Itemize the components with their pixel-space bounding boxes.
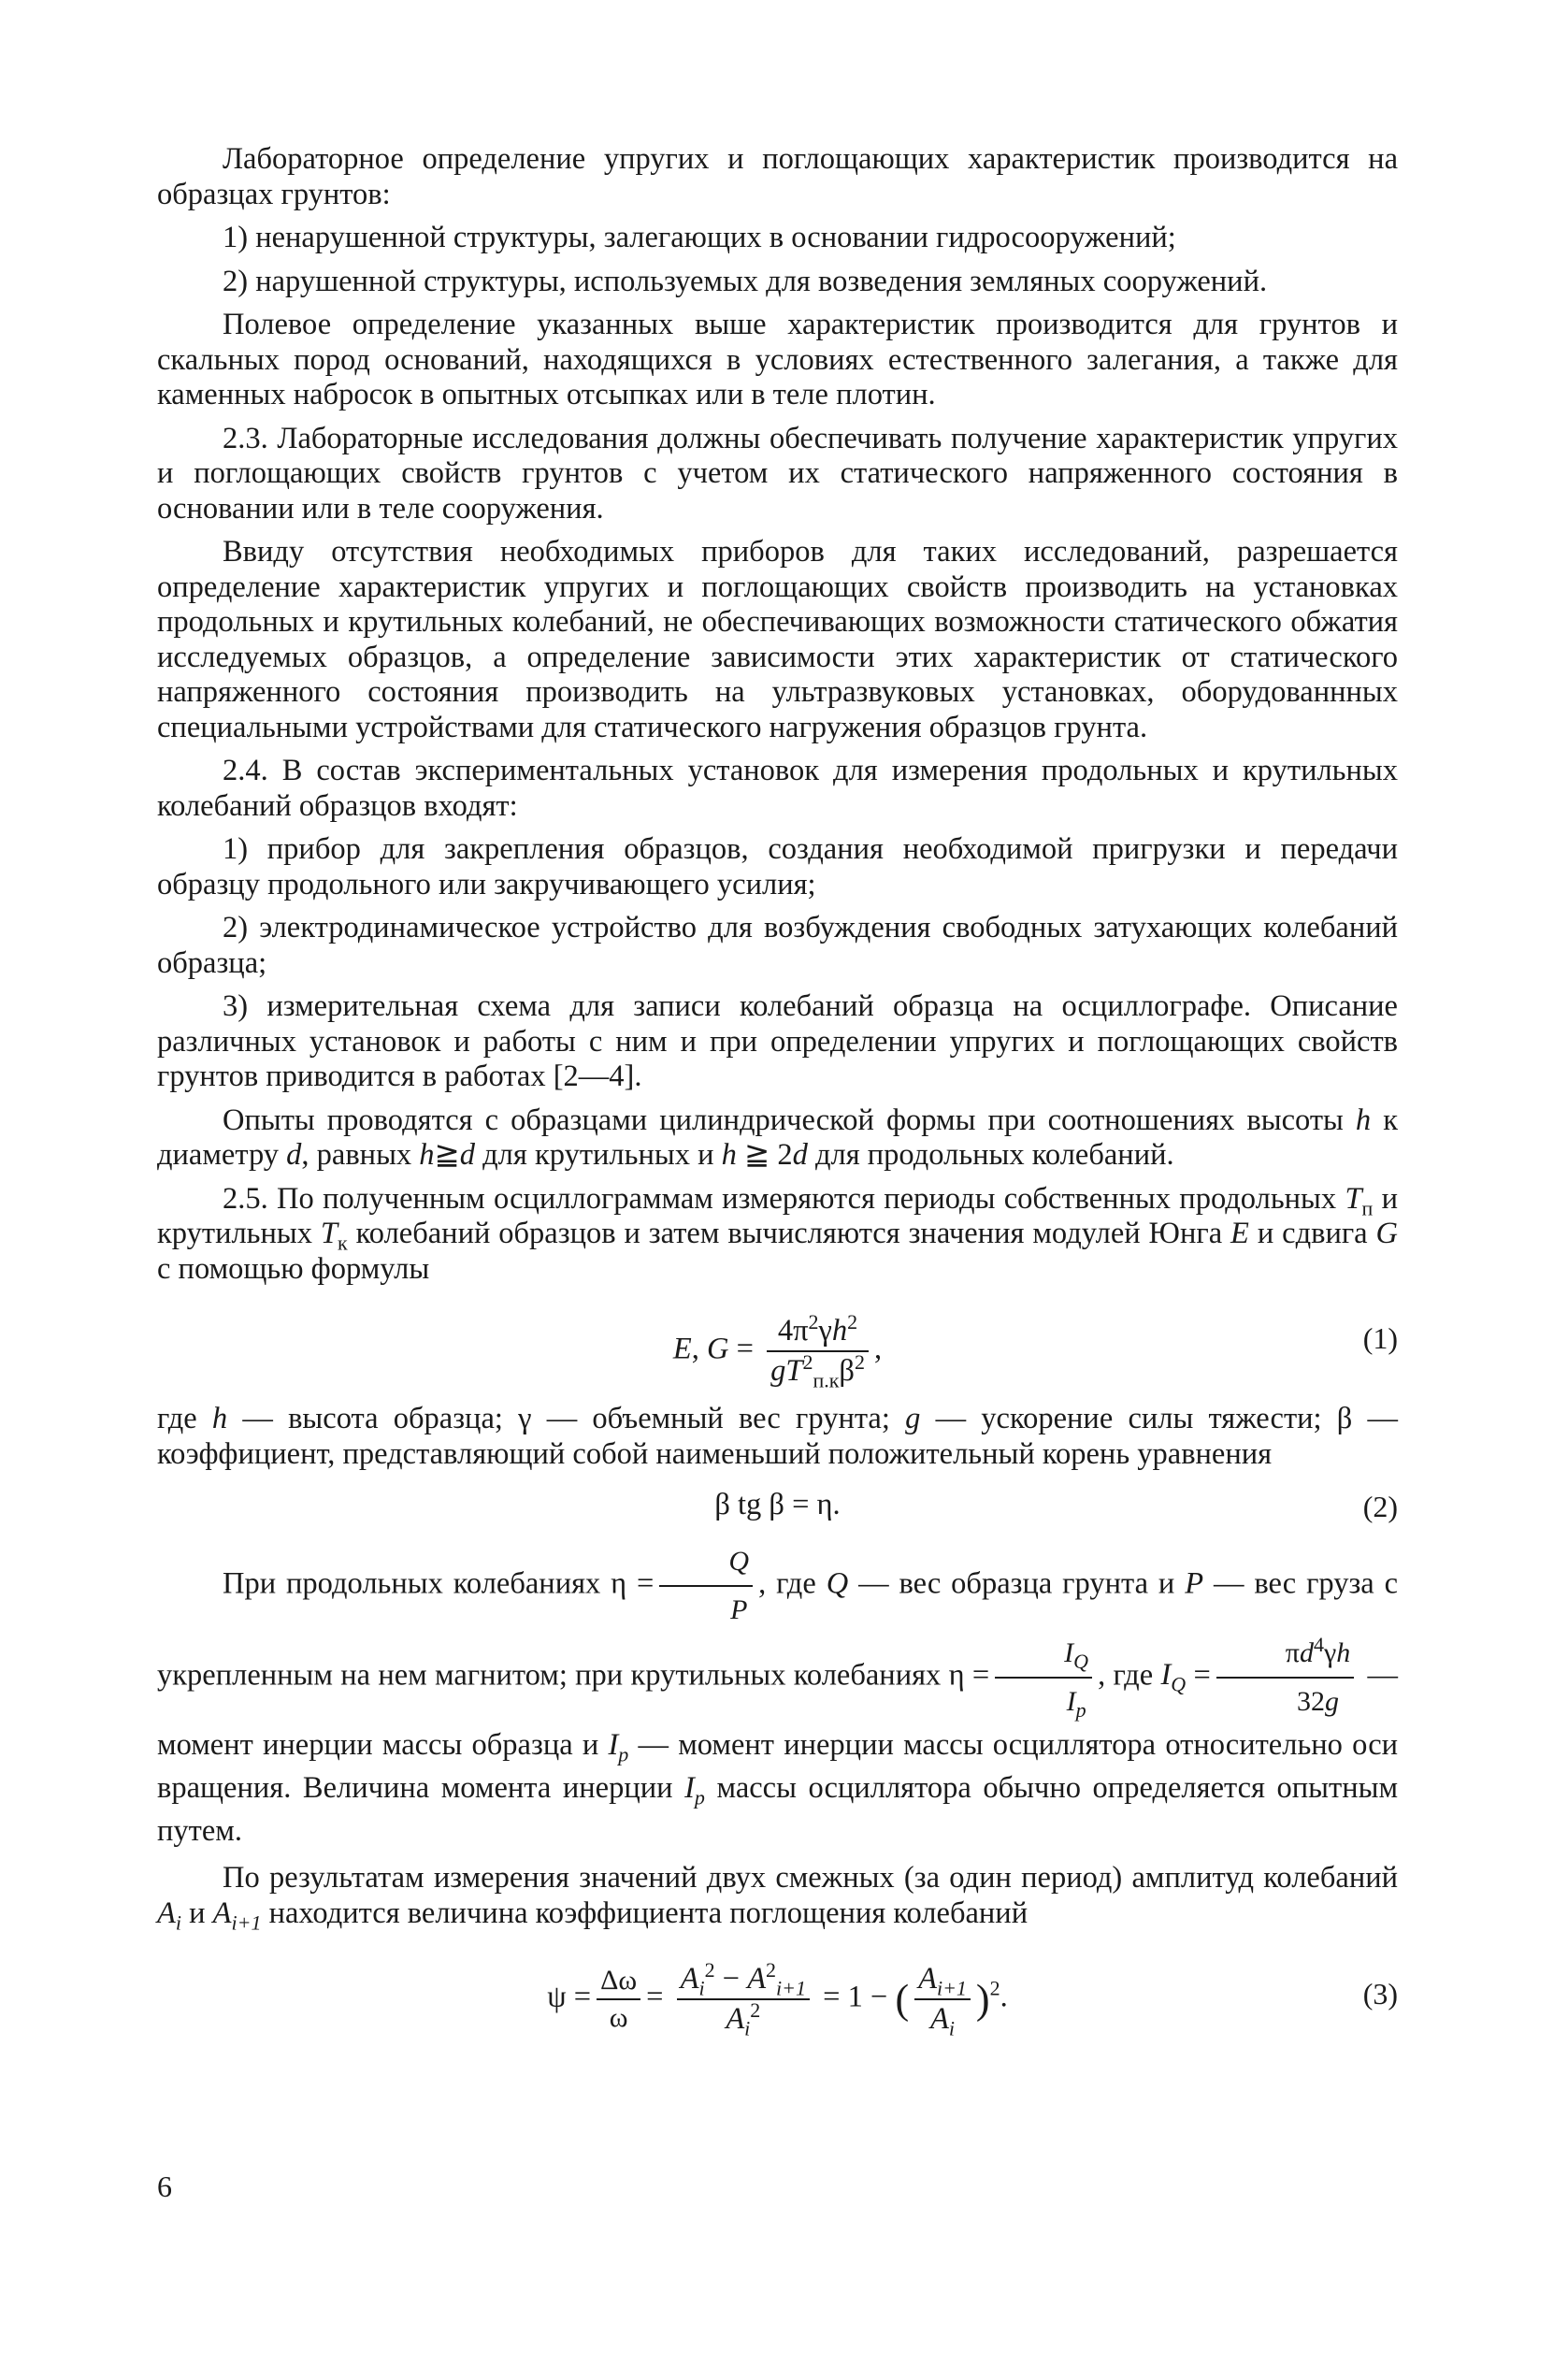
- paragraph-eta: При продольных колебаниях η = $\frac{Q}{P}$ , где Q — вес образца грунта и P — вес груза с укрепленным на нем магнитом; при крутильных колебаниях η = $\frac{I_Q}{I_p}$ , где $I_Q$ = $\frac{\pi d^4\gamma h}{32g}$ — момент инерции массы образца и $I_p$ — момент инерции массы осциллятора относительно оси вращения. Величина момента инерции $I_p$ массы осциллятора обычно определяется опытным путем.: [157, 1540, 1398, 1852]
- list-item-2: 2) нарушенной структуры, используемых для возведения земляных сооружений.: [223, 264, 1268, 298]
- equation-3: ψ = $\frac{\Delta\omega}{\omega}$ = $\frac{A_i^2 - A^2_{i+1}}{A_i^2}$ = 1 − ( $\frac{A_{i+1}}{A_i}$ )$^2$. (3): [547, 1958, 1398, 2040]
- equation-1: E, G = $\frac{4\pi^2\gamma h^2}{gT^2_{п.к}\beta^2}$ , (1): [672, 1310, 1398, 1392]
- equation-3-number: (3): [1362, 1977, 1398, 2011]
- list-item-device-1: 1) прибор для закрепления образцов, создания необходимой пригрузки и передачи образцу продольного или закручивающего усилия;: [157, 832, 1398, 901]
- equation-1-number: (1): [1362, 1321, 1398, 1355]
- equation-2-number: (2): [1362, 1490, 1398, 1523]
- paragraph-2-3: 2.3. Лабораторные исследования должны обеспечивать получение характеристик упругих и поглощающих свойств грунтов с учетом их статического напряженного состояния в основании или в теле сооружения.: [157, 421, 1398, 526]
- paragraph-samples: Опыты проводятся с образцами цилиндрической формы при соотношениях высоты h к диаметру d, равных h≧d для крутильных и h ≧ 2d для продольных колебаний.: [157, 1103, 1399, 1172]
- list-item-device-2: 2) электродинамическое устройство для возбуждения свободных затухающих колебаний образца;: [157, 911, 1398, 980]
- list-item-device-3: 3) измерительная схема для записи колебаний образца на осциллографе. Описание различных установок и работы с ним и при определении упругих и поглощающих свойств грунтов приводится в работах [2—4].: [157, 989, 1398, 1093]
- paragraph-amplitudes: По результатам измерения значений двух смежных (за один период) амплитуд колебаний $A_i$ и $A_{i+1}$ находится величина коэффициента поглощения колебаний: [157, 1861, 1398, 1934]
- list-item-1: 1) ненарушенной структуры, залегающих в основании гидросооружений;: [223, 221, 1176, 254]
- paragraph-where: где h — высота образца; γ — объемный вес грунта; g — ускорение силы тяжести; β — коэффициент, представляющий собой наименьший положительный корень уравнения: [157, 1402, 1399, 1471]
- paragraph-intro: Лабораторное определение упругих и поглощающих характеристик производится на образцах грунтов:: [157, 142, 1398, 211]
- paragraph-field: Полевое определение указанных выше характеристик производится для грунтов и скальных пород оснований, находящихся в условиях естественного залегания, а также для каменных наброcок в опытных отсыпках или в теле плотин.: [157, 308, 1398, 411]
- paragraph-2-5: 2.5. По полученным осциллограммам измеряются периоды собственных продольных $T_п$ и крутильных $T_к$ колебаний образцов и затем вычисляются значения модулей Юнга E и сдвига G с помощью формулы: [157, 1181, 1399, 1286]
- page-number: 6: [157, 2169, 172, 2203]
- paragraph-devices: Ввиду отсутствия необходимых приборов для таких исследований, разрешается определение характеристик упругих и поглощающих свойств производить на установках продольных и крутильных колебаний, не обеспечивающих возможности статического обжатия исследуемых образцов, а определение зависимости этих характеристик от статического напряженного состояния производить на ультразвуковых установках, оборудованнных специальными устройствами для статического нагружения образцов грунта.: [157, 535, 1398, 744]
- equation-2: β tg β = η. (2): [714, 1488, 1398, 1523]
- paragraph-2-4: 2.4. В состав экспериментальных установок для измерения продольных и крутильных колебаний образцов входят:: [157, 754, 1398, 823]
